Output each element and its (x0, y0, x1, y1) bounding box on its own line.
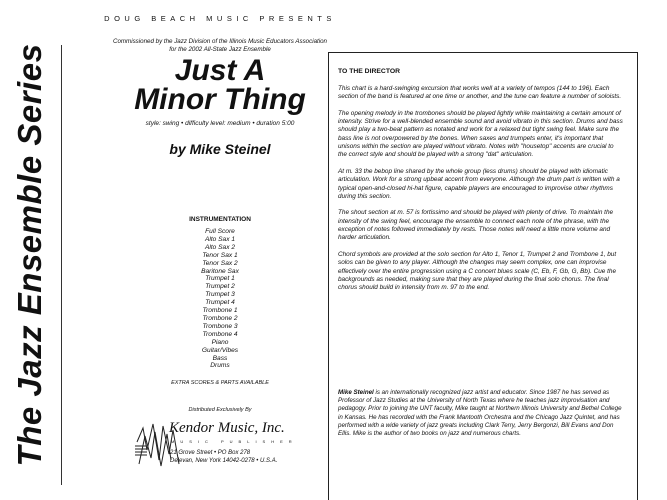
piece-details: style: swing • difficulty level: medium • duration 5:00 (145, 120, 295, 127)
instrument-item: Trumpet 3 (205, 291, 235, 299)
bio-text: is an internationally recognized jazz artist and educator. Since 1987 he has served as Professor of Jazz Studies at the University of North Texas where he teaches jazz improvisation and pedagogy. Prior to joining the UNT faculty, Mike taught at Northern Illinois University and Bethel College in Kansas. He has recorded with the Frank Mantooth Orchestra and the Chicago Jazz Quintet, and has performed with a wide variety of jazz greats including Clark Terry, Jerry Bergonzi, Bill Evans and Don Ellis. Mike is the author of two books on jazz and numerous charts. (338, 389, 622, 438)
instrument-item: Trumpet 4 (205, 299, 235, 307)
publisher-name: Kendor Music, Inc. (169, 420, 285, 436)
publisher-tagline: MUSIC PUBLISHER (171, 439, 298, 444)
commission-line: for the 2002 All-State Jazz Ensemble (169, 46, 271, 53)
instrument-item: Trumpet 2 (205, 283, 235, 291)
instrument-item: Baritone Sax (201, 267, 239, 275)
instrument-item: Trombone 2 (202, 314, 238, 322)
bio-box (328, 374, 638, 500)
instrument-item: Trombone 4 (202, 330, 238, 338)
instrumentation-heading: INSTRUMENTATION (189, 216, 251, 223)
instrument-item: Drums (210, 362, 230, 370)
director-notes-box (328, 52, 638, 374)
instrumentation-list (165, 228, 275, 370)
title-line: Just A (174, 54, 266, 87)
director-notes (338, 85, 623, 301)
publisher-address (170, 449, 277, 465)
director-paragraph: Chord symbols are provided at the solo section for Alto 1, Tenor 1, Trumpet 2 and Trombone 1, but solos can be given to any player. Although the changes may seem complex, one can improvise effectively over the entire progression using a C concert blues scale (C, Eb, F, Gb, G, Bb). Cue the backgrounds as needed, making sure that they are played during the final solo chorus. The final chorus should build in intensity from m. 97 to the end. (338, 250, 617, 292)
instrument-item: Trombone 3 (202, 322, 238, 330)
instrument-item: Piano (211, 338, 229, 346)
presenter-line: DOUG BEACH MUSIC PRESENTS (104, 14, 336, 23)
director-paragraph: The opening melody in the trombones should be played lightly while maintaining a certain amount of intensity. Strive for a well-blended ensemble sound and avoid vibrato in this section. Drums and bass should play a two-beat pattern as notated and work for a relaxed but tight swing feel. Make sure the bass line is not overpowered by the bones. When saxes and trumpets enter, it's important that unisons within the section are played without vibrato. Notes with "housetop" accents are crucial to the correct style and should be played with a strong "dat" articulation. (338, 109, 623, 159)
distributor-note: Distributed Exclusively By (188, 407, 252, 413)
bio-name: Mike Steinel (338, 389, 374, 396)
instrument-item: Tenor Sax 1 (202, 251, 238, 259)
piece-title (100, 56, 340, 114)
director-heading: TO THE DIRECTOR (338, 68, 401, 75)
instrument-item: Tenor Sax 2 (202, 259, 238, 267)
title-line: Minor Thing (134, 83, 306, 116)
commission-line: Commissioned by the Jazz Division of the Illinois Music Educators Association (112, 38, 327, 45)
commission-note (100, 38, 340, 54)
director-paragraph: The shout section at m. 57 is fortissimo and should be played with plenty of drive. To maintain the intensity of the swing feel, encourage the ensemble to connect each note of the phrase, with the exception of notes followed immediately by rests. Those notes will need a little more volume and harder articulation. (338, 209, 614, 242)
spine-divider (61, 45, 62, 485)
instrument-item: Trumpet 1 (205, 275, 235, 283)
instrument-item: Full Score (205, 228, 235, 235)
address-line: 21 Grove Street • PO Box 278 (170, 450, 251, 456)
director-paragraph: At m. 33 the bebop line shared by the whole group (less drums) should be played with idiomatic articulation. Work for a strong upbeat accent from everyone. Although the drum part is written with a typical open-and-closed hi-hat figure, capable players are encouraged to improvise other rhythms during this section. (338, 167, 620, 200)
composer-bio (338, 389, 623, 438)
instrument-item: Trombone 1 (202, 307, 238, 315)
series-spine-title: The Jazz Ensemble Series (11, 43, 48, 467)
instrument-item: Alto Sax 2 (204, 243, 236, 251)
extra-parts-note: EXTRA SCORES & PARTS AVAILABLE (171, 380, 269, 386)
instrument-item: Bass (212, 354, 228, 362)
instrument-item: Alto Sax 1 (204, 235, 236, 243)
director-paragraph: This chart is a hard-swinging excursion that works well at a variety of tempos (144 to 196). Each section of the band is featured at one time or another, and the tune can feature a number of soloists. (338, 85, 622, 101)
address-line: Delevan, New York 14042-0278 • U.S.A. (170, 458, 278, 464)
composer: by Mike Steinel (169, 141, 271, 157)
instrument-item: Guitar/Vibes (201, 346, 239, 354)
